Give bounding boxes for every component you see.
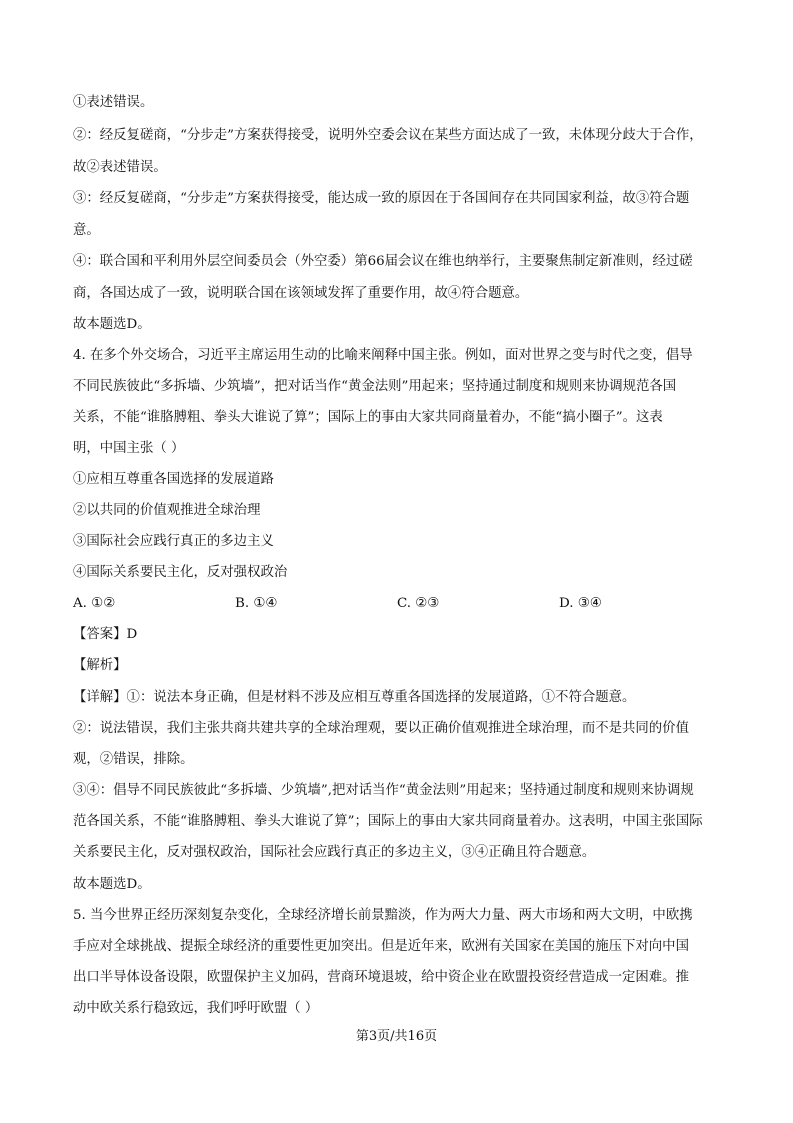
line-6: ④：联合国和平利用外层空间委员会（外空委）第66届会议在维也纳举行，主要聚焦制定新准则，经过磋 xyxy=(73,254,693,269)
question-4-line-4: 明，中国主张（ ） xyxy=(73,441,185,456)
question-4-line-3: 关系，不能“谁胳膊粗、拳头大谁说了算”；国际上的事由大家共同商量着办，不能“搞小圈子”。这表 xyxy=(73,410,663,425)
question-5-line-1: 5. 当今世界正经历深刻复杂变化，全球经济增长前景黯淡，作为两大力量、两大市场和两大文明，中欧携 xyxy=(73,908,693,923)
line-7: 商，各国达成了一致，说明联合国在该领域发挥了重要作用，故④符合题意。 xyxy=(73,286,529,301)
question-4-line-1: 4. 在多个外交场合，习近平主席运用生动的比喻来阐释中国主张。例如，面对世界之变与时代之变，倡导 xyxy=(73,348,693,363)
question-5-line-2: 手应对全球挑战、提振全球经济的重要性更加突出。但是近年来，欧洲有关国家在美国的施压下对向中国 xyxy=(73,939,689,954)
line-3: 故②表述错误。 xyxy=(73,160,167,175)
line-8: 故本题选D。 xyxy=(73,317,151,332)
analysis-line-7: 故本题选D。 xyxy=(73,877,151,892)
statement-2: ②以共同的价值观推进全球治理 xyxy=(73,503,261,518)
option-b: B. ①④ xyxy=(235,596,278,611)
page-footer: 第3页/共16页 xyxy=(355,1029,438,1044)
question-5-line-4: 动中欧关系行稳致远，我们呼吁欧盟（ ） xyxy=(73,1001,319,1016)
answer-options xyxy=(73,596,713,614)
line-5: 意。 xyxy=(73,223,100,238)
analysis-line-6: 关系要民主化，反对强权政治，国际社会应践行真正的多边主义，③④正确且符合题意。 xyxy=(73,845,596,860)
statement-4: ④国际关系要民主化，反对强权政治 xyxy=(73,565,288,580)
option-a: A. ①② xyxy=(73,596,116,611)
analysis-line-4: ③④：倡导不同民族彼此“多拆墙、少筑墙”,把对话当作“黄金法则”用起来；坚持通过制度和规则来协调规 xyxy=(73,783,694,798)
answer-line: 【答案】D xyxy=(73,627,138,642)
analysis-line-5: 范各国关系，不能“谁胳膊粗、拳头大谁说了算”；国际上的事由大家共同商量着办。这表明，中国主张国际 xyxy=(73,814,703,829)
line-4: ③：经反复磋商，“分步走”方案获得接受，能达成一致的原因在于各国间存在共同国家利益，故③符合题 xyxy=(73,191,690,206)
question-5-line-3: 出口半导体设备设限，欧盟保护主义加码，营商环境退坡，给中资企业在欧盟投资经营造成一定困难。推 xyxy=(73,970,689,985)
statement-1: ①应相互尊重各国选择的发展道路 xyxy=(73,472,274,487)
analysis-line-1: 【详解】①：说法本身正确，但是材料不涉及应相互尊重各国选择的发展道路，①不符合题意。 xyxy=(73,690,636,705)
option-c: C. ②③ xyxy=(397,596,440,611)
statement-3: ③国际社会应践行真正的多边主义 xyxy=(73,534,274,549)
analysis-line-2: ②：说法错误，我们主张共商共建共享的全球治理观，要以正确价值观推进全球治理，而不是共同的价值 xyxy=(73,721,689,736)
question-4-line-2: 不同民族彼此“多拆墙、少筑墙”，把对话当作“黄金法则”用起来；坚持通过制度和规则来协调规范各国 xyxy=(73,379,677,394)
analysis-line-3: 观，②错误，排除。 xyxy=(73,752,194,767)
line-2: ②：经反复磋商，“分步走”方案获得接受，说明外空委会议在某些方面达成了一致，未体现分歧大于合作， xyxy=(73,128,703,143)
line-1: ①表述错误。 xyxy=(73,95,154,110)
analysis-label: 【解析】 xyxy=(73,658,127,673)
option-d: D. ③④ xyxy=(559,596,602,611)
